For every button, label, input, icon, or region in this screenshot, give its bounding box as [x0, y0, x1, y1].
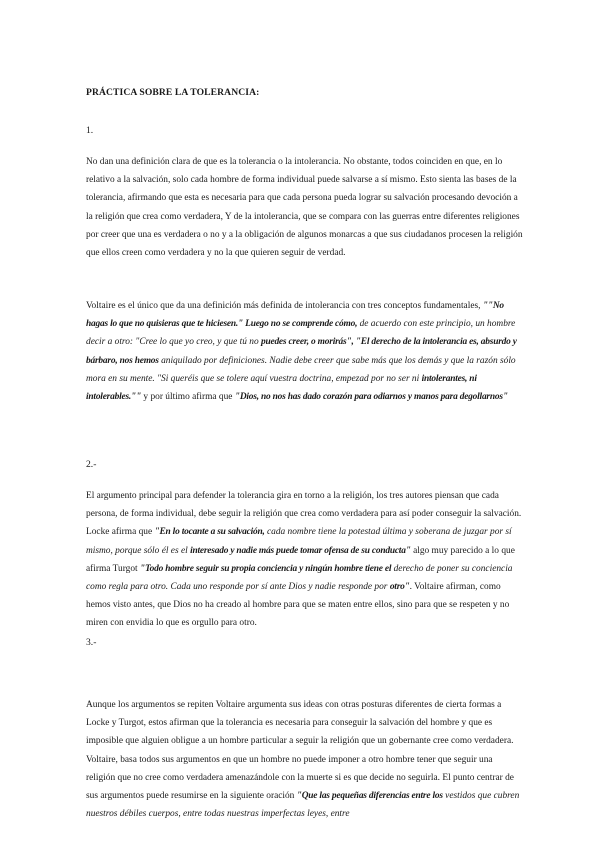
section-2-paragraph: [86, 487, 524, 633]
quote-highlighted: ""No hagas lo que no quisieras que te hiciesen." Luego no se comprende cómo,: [86, 301, 504, 330]
quote-highlighted: interesado y nadie más puede tomar ofensa de su conducta": [190, 545, 411, 556]
document-title: PRÁCTICA SOBRE LA TOLERANCIA:: [86, 87, 260, 98]
plain-text: Aunque los argumentos se repiten Voltaire argumenta sus ideas con otras posturas diferentes de cierta formas a Locke y Turgot, estos afirman que la tolerancia es necesaria para conseguir la salvación del hombre y que es imposible que alguien obligue a un hombre particular a seguir la religión que un gobernante cree como verdadera. Voltaire, basa todos sus argumentos en que un hombre no puede imponer a otro hombre tener que seguir una religión que no cree como verdadera amenazándole con la muerte si es que decide no seguirla. El punto centrar de sus argumentos puede resumirse en la siguiente oración: [86, 700, 514, 802]
plain-text: algo muy parecido a lo que afirma Turgot: [86, 545, 515, 574]
section-3-paragraph: [86, 696, 524, 823]
plain-text: El argumento principal para defender la tolerancia gira en torno a la religión, los tres autores piensan que cada persona, de forma individual, debe seguir la religión que crea como verdadera para así poder conseguir la salvación. Locke afirma que: [86, 491, 522, 538]
quote-italic: derecho de poner su conciencia como regla para otro. Cada uno responde por sí ante Dios y nadie responde por: [86, 563, 513, 593]
quote-highlighted: "Dios, no nos has dado corazón para odiarnos y manos para degollarnos": [234, 392, 508, 403]
section-1-number: 1.: [86, 125, 94, 136]
quote-highlighted: "Que las pequeñas diferencias entre los: [296, 791, 443, 802]
quote-italic: cada nombre tiene la potestad última y soberana de juzgar por sí mismo, porque sólo él es el: [86, 527, 512, 556]
quote-highlighted: "Todo hombre seguir su propia conciencia y ningún hombre tiene el: [140, 563, 392, 574]
voltaire-intro-text: Voltaire es el único que da una definición más definida de intolerancia con tres conceptos fundamentales,: [86, 301, 483, 311]
section-3-number: 3.-: [86, 637, 97, 648]
section-2-number: 2.-: [86, 459, 97, 470]
plain-text: y por último afirma que: [141, 392, 235, 403]
quote-italic: de acuerdo con este principio, un hombre decir a otro: "Cree lo que yo creo, y que tú no: [86, 319, 516, 348]
quote-highlighted: otro": [389, 582, 410, 593]
section-1-paragraph-1: No dan una definición clara de que es la tolerancia o la intolerancia. No obstante, todos coinciden en que, en lo relativo a la salvación, solo cada hombre de forma individual puede salvarse a sí mismo. Esto sienta las bases de la tolerancia, afirmando que esta es necesaria para que cada persona pueda lograr su salvación procesando devoción a la religión que crea como verdadera, Y de la intolerancia, que se compara con las guerras entre diferentes religiones por creer que una es verdadera o no y a la obligación de algunos monarcas a que sus ciudadanos procesen la religión que ellos creen como verdadera y no la que quieren seguir de verdad.: [86, 157, 523, 259]
quote-italic: vestidos que cubren nuestros débiles cuerpos, entre todas nuestras imperfectas leyes, entre: [86, 791, 520, 820]
plain-text: . Voltaire afirman, como hemos visto antes, que Dios no ha creado al hombre para que se maten entre ellos, sino para que se respeten y no miren con envidia lo que es orgullo para otro.: [86, 582, 510, 629]
quote-highlighted: "En lo tocante a su salvación,: [154, 527, 265, 538]
section-1-paragraph-2: [86, 297, 524, 406]
quote-highlighted: intolerantes, ni intolerables."": [86, 373, 477, 403]
quote-italic: aniquilado por definiciones. Nadie debe creer que sabe más que los demás y que la razón sólo mora en su mente. "Si queréis que se tolere aquí vuestra doctrina, empezad por no ser ni: [86, 355, 516, 384]
quote-highlighted: puedes creer, o morirás", "El derecho de la intolerancia es, absurdo y bárbaro, nos hemos: [86, 337, 517, 366]
